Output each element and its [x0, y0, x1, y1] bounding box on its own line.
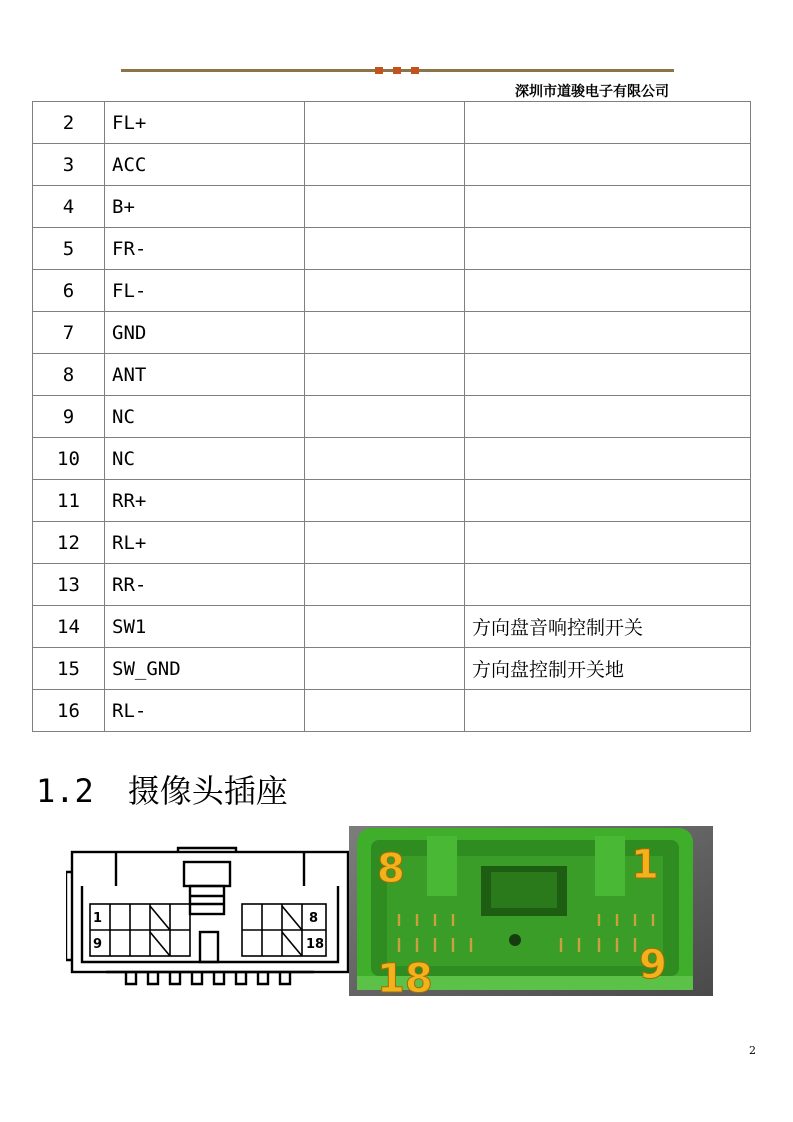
signal-name-cell: GND: [105, 312, 305, 354]
pin-number-cell: 5: [33, 228, 105, 270]
section-title: 摄像头插座: [127, 772, 288, 810]
signal-name-cell: NC: [105, 438, 305, 480]
blank-cell: [305, 270, 465, 312]
blank-cell: [305, 144, 465, 186]
diagram-label-pin18: 18: [306, 937, 325, 952]
blank-cell: [305, 354, 465, 396]
table-row: [33, 270, 751, 312]
photo-label-1: 1: [631, 842, 659, 888]
pin-number-cell: 10: [33, 438, 105, 480]
page-number: 2: [749, 1044, 756, 1057]
note-cell: [465, 564, 751, 606]
pin-number-cell: 14: [33, 606, 105, 648]
note-cell: [465, 522, 751, 564]
signal-name-cell: RL+: [105, 522, 305, 564]
pin-number-cell: 8: [33, 354, 105, 396]
note-cell: [465, 690, 751, 732]
table-row: [33, 396, 751, 438]
blank-cell: [305, 396, 465, 438]
signal-name-cell: RR-: [105, 564, 305, 606]
blank-cell: [305, 312, 465, 354]
header-ornament-dot: [411, 67, 419, 74]
table-row: [33, 186, 751, 228]
note-cell: 方向盘音响控制开关: [465, 606, 751, 648]
pin-number-cell: 12: [33, 522, 105, 564]
note-cell: [465, 144, 751, 186]
pin-number-cell: 7: [33, 312, 105, 354]
pin-number-cell: 11: [33, 480, 105, 522]
table-row: [33, 480, 751, 522]
signal-name-cell: RR+: [105, 480, 305, 522]
table-row: [33, 690, 751, 732]
table-row: [33, 144, 751, 186]
blank-cell: [305, 228, 465, 270]
company-name: 深圳市道骏电子有限公司: [515, 84, 669, 100]
header-ornament-dot: [375, 67, 383, 74]
blank-cell: [305, 522, 465, 564]
table-row: [33, 438, 751, 480]
connector-photo: [349, 826, 713, 996]
note-cell: [465, 438, 751, 480]
note-cell: [465, 354, 751, 396]
blank-cell: [305, 648, 465, 690]
note-cell: 方向盘控制开关地: [465, 648, 751, 690]
pin-table: [32, 101, 751, 732]
table-row: [33, 522, 751, 564]
signal-name-cell: B+: [105, 186, 305, 228]
signal-name-cell: SW1: [105, 606, 305, 648]
table-row: [33, 102, 751, 144]
note-cell: [465, 312, 751, 354]
header-ornament-dot: [393, 67, 401, 74]
blank-cell: [305, 606, 465, 648]
table-row: [33, 564, 751, 606]
note-cell: [465, 480, 751, 522]
table-row: [33, 354, 751, 396]
table-row: [33, 648, 751, 690]
signal-name-cell: FL-: [105, 270, 305, 312]
note-cell: [465, 102, 751, 144]
signal-name-cell: FL+: [105, 102, 305, 144]
section-number: 1.2: [36, 772, 94, 810]
section-heading: [36, 766, 288, 812]
signal-name-cell: NC: [105, 396, 305, 438]
signal-name-cell: FR-: [105, 228, 305, 270]
diagram-label-pin1: 1: [93, 911, 103, 926]
pin-number-cell: 3: [33, 144, 105, 186]
diagram-label-pin9: 9: [93, 937, 103, 952]
diagram-label-pin8: 8: [309, 911, 319, 926]
note-cell: [465, 270, 751, 312]
pin-number-cell: 13: [33, 564, 105, 606]
connector-diagram: [66, 846, 354, 989]
pin-number-cell: 16: [33, 690, 105, 732]
pin-number-cell: 9: [33, 396, 105, 438]
photo-label-9: 9: [639, 942, 667, 988]
signal-name-cell: ACC: [105, 144, 305, 186]
note-cell: [465, 396, 751, 438]
photo-label-18: 18: [377, 956, 433, 996]
blank-cell: [305, 690, 465, 732]
note-cell: [465, 228, 751, 270]
pin-number-cell: 4: [33, 186, 105, 228]
pin-number-cell: 6: [33, 270, 105, 312]
blank-cell: [305, 564, 465, 606]
blank-cell: [305, 186, 465, 228]
note-cell: [465, 186, 751, 228]
signal-name-cell: SW_GND: [105, 648, 305, 690]
table-row: [33, 606, 751, 648]
blank-cell: [305, 102, 465, 144]
pin-number-cell: 2: [33, 102, 105, 144]
signal-name-cell: ANT: [105, 354, 305, 396]
table-row: [33, 312, 751, 354]
signal-name-cell: RL-: [105, 690, 305, 732]
blank-cell: [305, 438, 465, 480]
pin-number-cell: 15: [33, 648, 105, 690]
table-row: [33, 228, 751, 270]
blank-cell: [305, 480, 465, 522]
photo-label-8: 8: [377, 846, 405, 892]
